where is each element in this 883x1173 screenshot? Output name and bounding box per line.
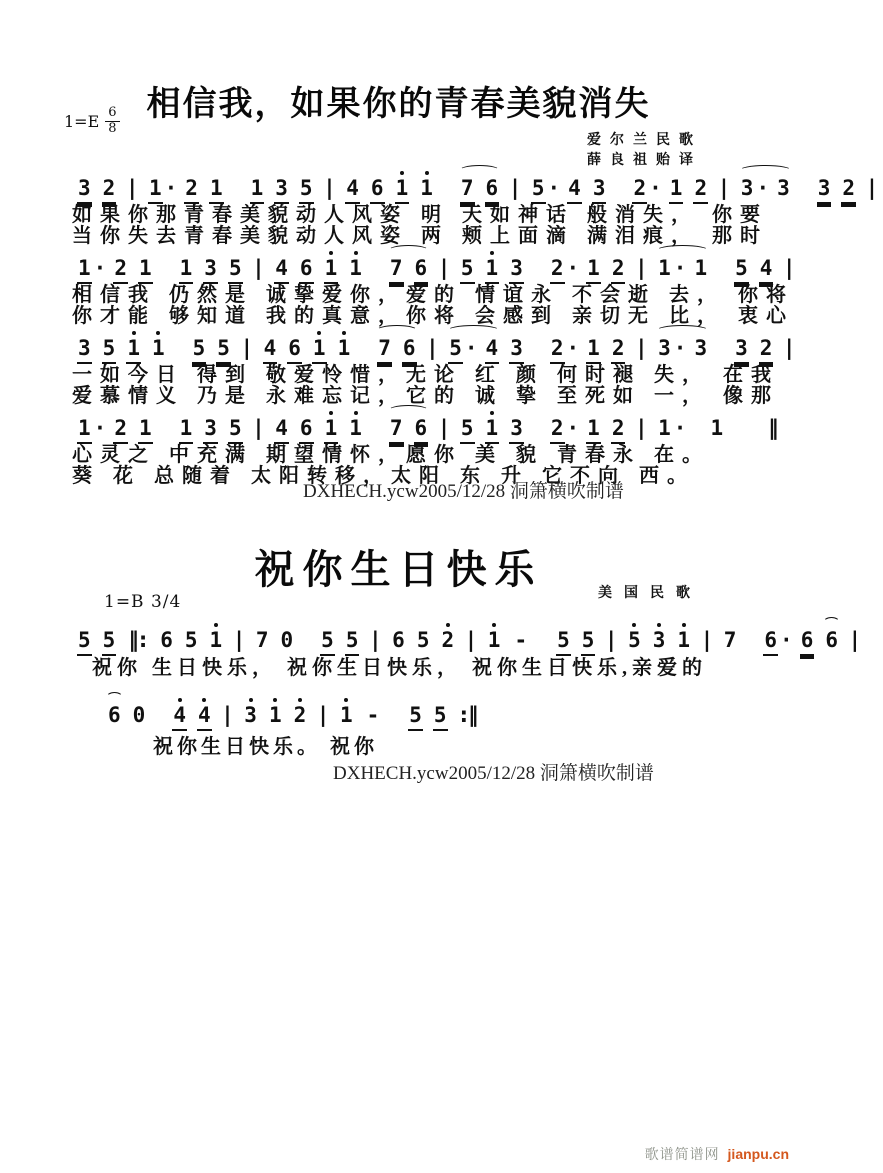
lyrics-line: 当你失去青春美貌动人风姿 两 颊上面滴 满泪痕， 那时	[72, 225, 768, 247]
note: 1	[138, 256, 152, 280]
note: 1	[395, 176, 409, 200]
slur-group	[455, 176, 504, 202]
note: 7	[389, 256, 403, 280]
note: 1	[677, 628, 691, 652]
note: 2	[185, 176, 198, 200]
note: 4	[275, 416, 288, 440]
note: 3	[592, 176, 606, 200]
note: 1	[587, 256, 600, 280]
slur-group	[735, 176, 796, 202]
site-name: 歌谱简谱网	[644, 1146, 720, 1162]
note: 1	[268, 703, 282, 727]
note: 4	[173, 703, 186, 727]
note: 5	[228, 416, 242, 440]
note: 1	[658, 416, 671, 440]
note: 1	[487, 628, 501, 652]
note: 6	[299, 416, 313, 440]
note: 6	[764, 628, 778, 652]
note: 5	[321, 628, 334, 652]
note: 2	[550, 416, 564, 440]
note: 1	[485, 256, 499, 280]
barline: |	[371, 628, 380, 652]
note: 5	[102, 628, 116, 652]
note: 1	[587, 416, 600, 440]
note: 5	[299, 176, 313, 200]
note: 2	[102, 176, 116, 200]
note: 2	[611, 336, 625, 360]
note: 2	[293, 703, 307, 727]
note: 0	[132, 703, 146, 727]
barline: |	[242, 336, 251, 360]
note: 1	[179, 416, 193, 440]
augmentation-dot: ·	[93, 256, 107, 280]
note: 5	[228, 256, 242, 280]
barline: |	[511, 176, 519, 200]
augmentation-dot: ·	[566, 416, 580, 440]
slur-group	[384, 416, 433, 442]
barline: |	[319, 703, 327, 727]
notation-line	[72, 628, 866, 654]
duration-dash: -	[366, 703, 380, 727]
song2-transcriber-credit: DXHECH.ycw2005/12/28 洞箫横吹制谱	[333, 763, 654, 784]
note: 1	[324, 416, 338, 440]
barline: |	[720, 176, 728, 200]
note: 1	[78, 256, 91, 280]
note: 1	[148, 176, 162, 200]
barline: |	[325, 176, 334, 200]
note: 5	[460, 416, 474, 440]
note: 1	[312, 336, 326, 360]
lyrics-line: 相信我 仍然是 诚挚爱你，爱的 情谊永 不会逝 去， 你将	[72, 284, 794, 306]
lyrics-line: 祝你 生日快乐， 祝你生日快乐， 祝你生日快乐,亲爱的	[92, 657, 707, 679]
slur-group	[372, 336, 421, 362]
lyrics-line: 如果你那青春美貌动人风姿 明 天如神话 般消失， 你要	[72, 204, 768, 226]
notation-line	[72, 336, 800, 362]
note: 3	[510, 416, 523, 440]
note: 5	[192, 336, 206, 360]
note: 1	[250, 176, 264, 200]
slur-group	[102, 703, 127, 729]
note: 4	[759, 256, 773, 280]
slur-group	[384, 256, 433, 282]
note: 6	[160, 628, 173, 652]
note: 5	[581, 628, 595, 652]
barline: :‖	[459, 703, 479, 727]
note: 5	[557, 628, 570, 652]
note: 5	[184, 628, 198, 652]
barline: |	[223, 703, 232, 727]
note: 3	[78, 176, 91, 200]
note: 3	[275, 176, 288, 200]
song2-credits	[598, 584, 702, 604]
note: 6	[392, 628, 405, 652]
note: 6	[485, 176, 499, 200]
barline: ‖	[768, 416, 779, 440]
note: 2	[550, 336, 564, 360]
augmentation-dot: ·	[93, 416, 107, 440]
note: 3	[78, 336, 91, 360]
note: 4	[485, 336, 499, 360]
note: 7	[378, 336, 391, 360]
note: 5	[217, 336, 230, 360]
note: 1	[151, 336, 165, 360]
augmentation-dot: ·	[566, 336, 580, 360]
note: 0	[280, 628, 294, 652]
note: 1	[78, 416, 91, 440]
song1-meter-numerator: 6	[105, 106, 119, 122]
barline: |	[428, 336, 437, 360]
note: 1	[127, 336, 140, 360]
lyrics-line: 祝你生日快乐。 祝你	[153, 736, 378, 758]
augmentation-dot: ·	[566, 256, 580, 280]
notation-line	[72, 256, 800, 282]
note: 1	[209, 628, 223, 652]
note: 1	[337, 336, 351, 360]
note: 6	[414, 416, 428, 440]
note: 5	[433, 703, 447, 727]
note: 2	[694, 176, 708, 200]
song1-transcriber-credit: DXHECH.ycw2005/12/28 洞箫横吹制谱	[303, 481, 624, 502]
note: 3	[204, 416, 217, 440]
note: 5	[345, 628, 359, 652]
note: 6	[370, 176, 384, 200]
note: 1	[694, 256, 708, 280]
note: 6	[825, 628, 839, 652]
note: 3	[244, 703, 257, 727]
note: 1	[485, 416, 499, 440]
note: 1	[587, 336, 600, 360]
barline: |	[703, 628, 711, 652]
note: 5	[409, 703, 422, 727]
note: 4	[275, 256, 288, 280]
song1-origin-credit: 爱尔兰民歌	[587, 133, 702, 148]
note: 2	[842, 176, 856, 200]
note: 6	[414, 256, 428, 280]
note: 3	[510, 256, 523, 280]
note: 5	[78, 628, 91, 652]
note: 6	[800, 628, 814, 652]
note: 1	[179, 256, 193, 280]
song1-meter-denominator: 8	[108, 120, 117, 136]
slur-group	[443, 336, 504, 362]
note: 3	[817, 176, 831, 200]
barline: |	[785, 336, 794, 360]
song2-title: 祝你生日快乐	[254, 547, 543, 592]
lyrics-line: 葵 花 总随着 太阳转移，太阳 东 升 它不向 西。	[72, 465, 695, 487]
note: 3	[652, 628, 666, 652]
note: 3	[204, 256, 217, 280]
lyrics-line: 你才能 够知道 我的真意，你将 会感到 亲切无 比， 衷心	[72, 305, 794, 327]
note: 6	[108, 703, 121, 727]
song2-origin-credit: 美国民歌	[598, 586, 702, 601]
barline: |	[440, 256, 448, 280]
note: 2	[611, 416, 625, 440]
note: 1	[420, 176, 433, 200]
notation-line	[102, 703, 485, 729]
note: 1	[658, 256, 671, 280]
note: 1	[209, 176, 223, 200]
note: 3	[735, 336, 748, 360]
barline: |	[254, 256, 263, 280]
note: 4	[568, 176, 581, 200]
barline: |	[637, 416, 646, 440]
slur-group	[652, 336, 713, 362]
augmentation-dot: ·	[464, 336, 478, 360]
augmentation-dot: ·	[547, 176, 561, 200]
notation-line	[72, 176, 883, 202]
augmentation-dot: ·	[673, 256, 687, 280]
note: 5	[735, 256, 748, 280]
augmentation-dot: ·	[164, 176, 178, 200]
note: 2	[114, 256, 127, 280]
note: 7	[255, 628, 269, 652]
barline: |	[128, 176, 136, 200]
note: 1	[349, 256, 362, 280]
augmentation-dot: ·	[673, 416, 687, 440]
note: 6	[402, 336, 416, 360]
lyrics-line: 心灵之 中充满 期望情怀，愿你 美 貌 青春永 在。	[72, 444, 710, 466]
note: 1	[349, 416, 362, 440]
note: 5	[460, 256, 474, 280]
note: 5	[416, 628, 430, 652]
barline: |	[440, 416, 448, 440]
note: 3	[777, 176, 790, 200]
duration-dash: -	[514, 628, 528, 652]
augmentation-dot: ·	[673, 336, 687, 360]
note: 1	[339, 703, 353, 727]
note: 1	[710, 416, 724, 440]
site-link[interactable]: jianpu.cn	[727, 1146, 789, 1162]
slur-group	[652, 256, 713, 282]
barline: |	[235, 628, 243, 652]
note: 7	[389, 416, 403, 440]
note: 2	[550, 256, 564, 280]
note: 1	[138, 416, 152, 440]
note: 3	[694, 336, 708, 360]
barline: |	[467, 628, 475, 652]
song1-key-signature	[64, 106, 120, 137]
note: 3	[658, 336, 671, 360]
note: 2	[611, 256, 625, 280]
barline: |	[851, 628, 859, 652]
barline: |	[868, 176, 876, 200]
note: 4	[346, 176, 359, 200]
song1-credits	[587, 131, 702, 172]
lyrics-line: 爱慕情义 乃是 永难忘记，它的 诚 挚 至死如 一， 像那	[72, 385, 779, 407]
song1-title: 相信我，如果你的青春美貌消失	[146, 86, 651, 123]
augmentation-dot: ·	[756, 176, 770, 200]
note: 7	[723, 628, 737, 652]
note: 4	[197, 703, 211, 727]
note: 4	[263, 336, 277, 360]
barline: |	[637, 336, 646, 360]
note: 6	[299, 256, 313, 280]
song1-key: 1=E	[64, 111, 100, 131]
notation-line	[72, 416, 786, 442]
note: 3	[740, 176, 754, 200]
song1-meter-fraction	[105, 106, 119, 137]
site-watermark	[645, 1144, 789, 1164]
note: 3	[510, 336, 523, 360]
note: 5	[628, 628, 641, 652]
note: 2	[441, 628, 455, 652]
lyrics-line: 一如今日 得到 敬爱怜惜，无论 红 颜 何时褪 失， 在我	[72, 364, 779, 386]
song2-key-signature: 1=B 3/4	[104, 592, 182, 612]
note: 5	[531, 176, 545, 200]
song1-translator-credit: 薛良祖贻译	[587, 153, 702, 169]
note: 2	[759, 336, 773, 360]
barline: |	[254, 416, 263, 440]
note: 5	[449, 336, 462, 360]
augmentation-dot: ·	[780, 628, 793, 652]
note: 5	[102, 336, 116, 360]
note: 7	[460, 176, 474, 200]
note: 6	[288, 336, 301, 360]
barline: ‖:	[128, 628, 148, 652]
note: 2	[633, 176, 647, 200]
note: 1	[324, 256, 338, 280]
note: 1	[669, 176, 683, 200]
barline: |	[637, 256, 646, 280]
augmentation-dot: ·	[649, 176, 662, 200]
note: 2	[114, 416, 127, 440]
slur-group	[819, 628, 844, 654]
barline: |	[607, 628, 616, 652]
barline: |	[785, 256, 794, 280]
